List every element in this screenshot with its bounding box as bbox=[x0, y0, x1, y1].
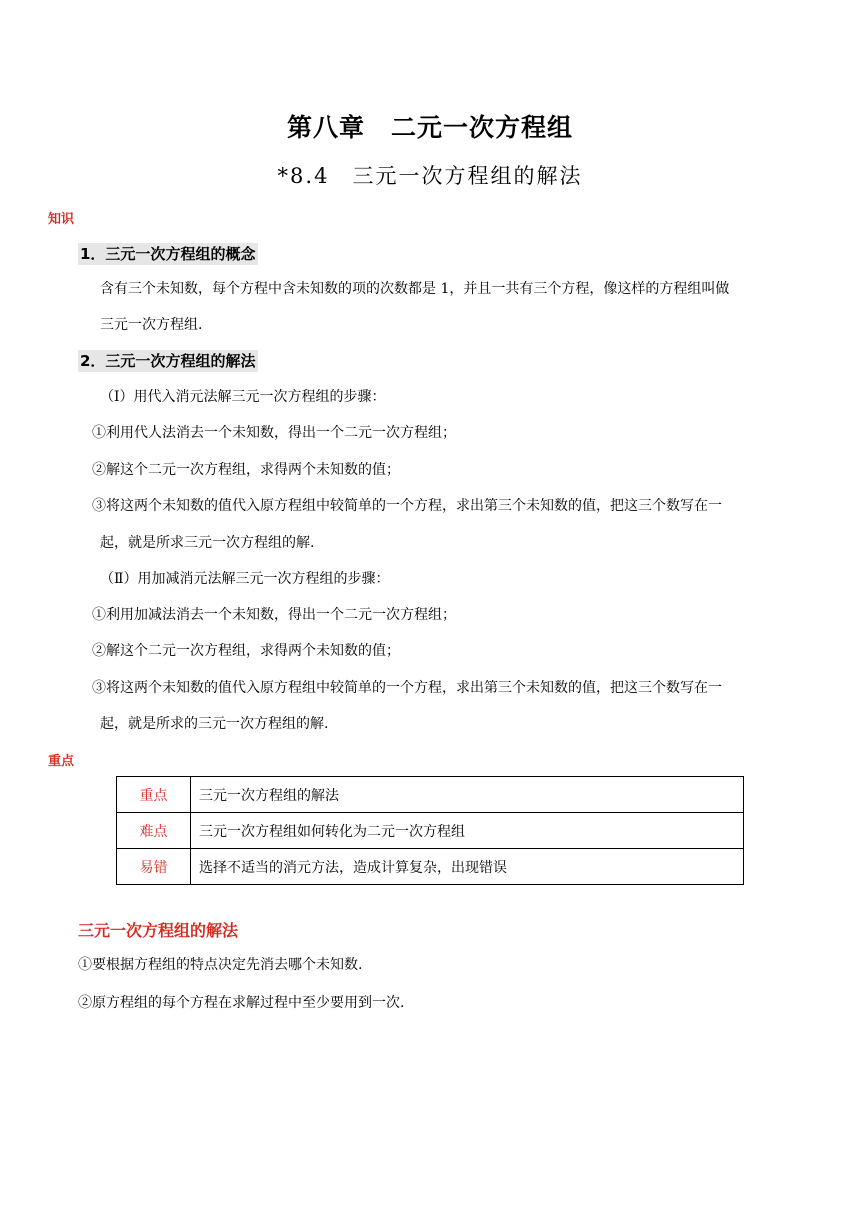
substitution-step-3: ③将这两个未知数的值代入原方程组中较简单的一个方程，求出第三个未知数的值，把这三个数写在一 bbox=[92, 498, 722, 514]
method-title: 三元一次方程组的解法 bbox=[78, 921, 239, 940]
substitution-step-1: ①利用代人法消去一个未知数，得出一个二元一次方程组； bbox=[92, 425, 456, 441]
value-cell: 三元一次方程组如何转化为二元一次方程组 bbox=[191, 813, 744, 849]
elimination-step-1: ①利用加减法消去一个未知数，得出一个二元一次方程组； bbox=[92, 607, 456, 623]
solution-heading: 2．三元一次方程组的解法 bbox=[78, 350, 258, 372]
table-row bbox=[117, 849, 744, 885]
key-cell: 难点 bbox=[117, 813, 191, 849]
value-cell: 三元一次方程组的解法 bbox=[191, 777, 744, 813]
section-title: *8.4 三元一次方程组的解法 bbox=[277, 164, 583, 188]
key-cell: 易错 bbox=[117, 849, 191, 885]
key-cell: 重点 bbox=[117, 777, 191, 813]
method-line-2: ②原方程组的每个方程在求解过程中至少要用到一次. bbox=[78, 995, 405, 1011]
concept-heading: 1．三元一次方程组的概念 bbox=[78, 243, 258, 265]
elimination-step-3-cont: 起，就是所求的三元一次方程组的解. bbox=[100, 716, 329, 732]
knowledge-label: 知识 bbox=[48, 212, 75, 227]
substitution-step-3-cont: 起，就是所求三元一次方程组的解. bbox=[100, 535, 315, 551]
concept-line-1: 含有三个未知数，每个方程中含未知数的项的次数都是 1，并且一共有三个方程，像这样的方程组叫做 bbox=[100, 281, 730, 297]
method-line-1: ①要根据方程组的特点决定先消去哪个未知数. bbox=[78, 957, 363, 973]
elimination-step-2: ②解这个二元一次方程组，求得两个未知数的值； bbox=[92, 643, 400, 659]
key-points-label: 重点 bbox=[48, 754, 75, 769]
key-points-table bbox=[116, 776, 744, 885]
table-row bbox=[117, 777, 744, 813]
chapter-title: 第八章 二元一次方程组 bbox=[286, 113, 573, 142]
substitution-step-2: ②解这个二元一次方程组，求得两个未知数的值； bbox=[92, 462, 400, 478]
table-row bbox=[117, 813, 744, 849]
value-cell: 选择不适当的消元方法，造成计算复杂，出现错误 bbox=[191, 849, 744, 885]
substitution-intro: （Ⅰ）用代入消元法解三元一次方程组的步骤： bbox=[100, 389, 386, 405]
elimination-step-3: ③将这两个未知数的值代入原方程组中较简单的一个方程，求出第三个未知数的值，把这三个数写在一 bbox=[92, 680, 722, 696]
concept-line-2: 三元一次方程组. bbox=[100, 317, 203, 333]
elimination-intro: （Ⅱ）用加减消元法解三元一次方程组的步骤： bbox=[100, 571, 390, 587]
